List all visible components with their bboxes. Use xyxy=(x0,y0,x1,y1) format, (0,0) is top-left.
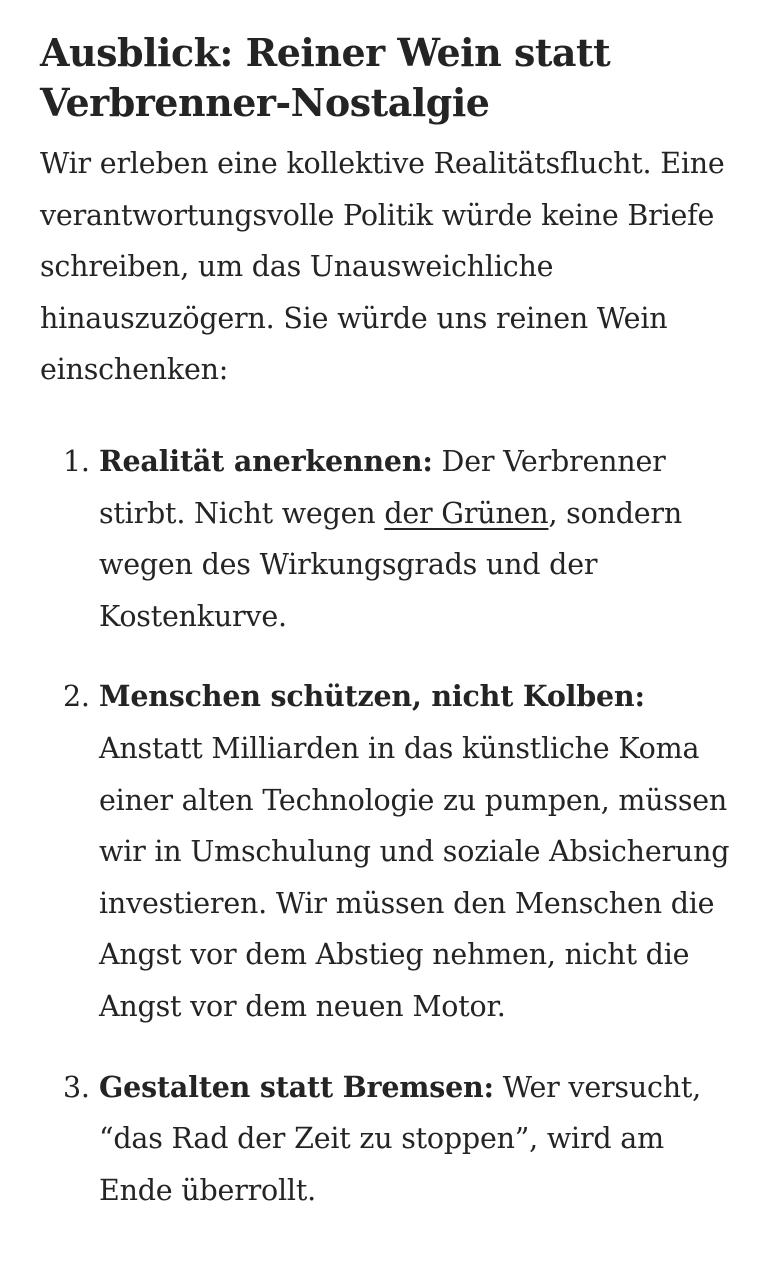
list-number: 2. xyxy=(63,680,90,714)
list-number: 3. xyxy=(63,1070,90,1104)
section-heading-line-1: Ausblick: Reiner Wein statt xyxy=(40,30,611,75)
list-item xyxy=(63,436,736,642)
list-item-lead: Realität anerkennen: xyxy=(99,443,433,478)
section-heading xyxy=(40,28,736,128)
list-item-text: Wer versucht, “das Rad der Zeit zu stoppen”, wird am Ende überrollt. xyxy=(99,1070,702,1207)
numbered-list xyxy=(40,436,736,1216)
intro-paragraph: Wir erleben eine kollektive Realitätsflucht. Eine verantwortungsvolle Politik würde keine Briefe schreiben, um das Unausweichliche hinauszuzögern. Sie würde uns reinen Wein einschenken: xyxy=(40,147,725,387)
list-item-lead: Menschen schützen, nicht Kolben: xyxy=(99,679,645,714)
section-heading-line-2: Verbrenner-Nostalgie xyxy=(40,80,490,125)
list-item xyxy=(63,671,736,1032)
list-item-text: , sondern wegen des Wirkungsgrads und der Kostenkurve. xyxy=(99,496,682,633)
list-item-lead: Gestalten statt Bremsen: xyxy=(99,1069,494,1104)
list-item xyxy=(63,1062,736,1217)
list-item-text: Der Verbrenner stirbt. Nicht wegen xyxy=(99,444,666,530)
list-number: 1. xyxy=(63,444,90,478)
link-der-gruenen[interactable]: der Grünen xyxy=(384,496,549,530)
list-item-text: Anstatt Milliarden in das künstliche Koma einer alten Technologie zu pumpen, müssen wir in Umschulung und soziale Absicherung investieren. Wir müssen den Menschen die Angst vor dem Abstieg nehmen, nicht die Angst vor dem neuen Motor. xyxy=(99,731,730,1023)
